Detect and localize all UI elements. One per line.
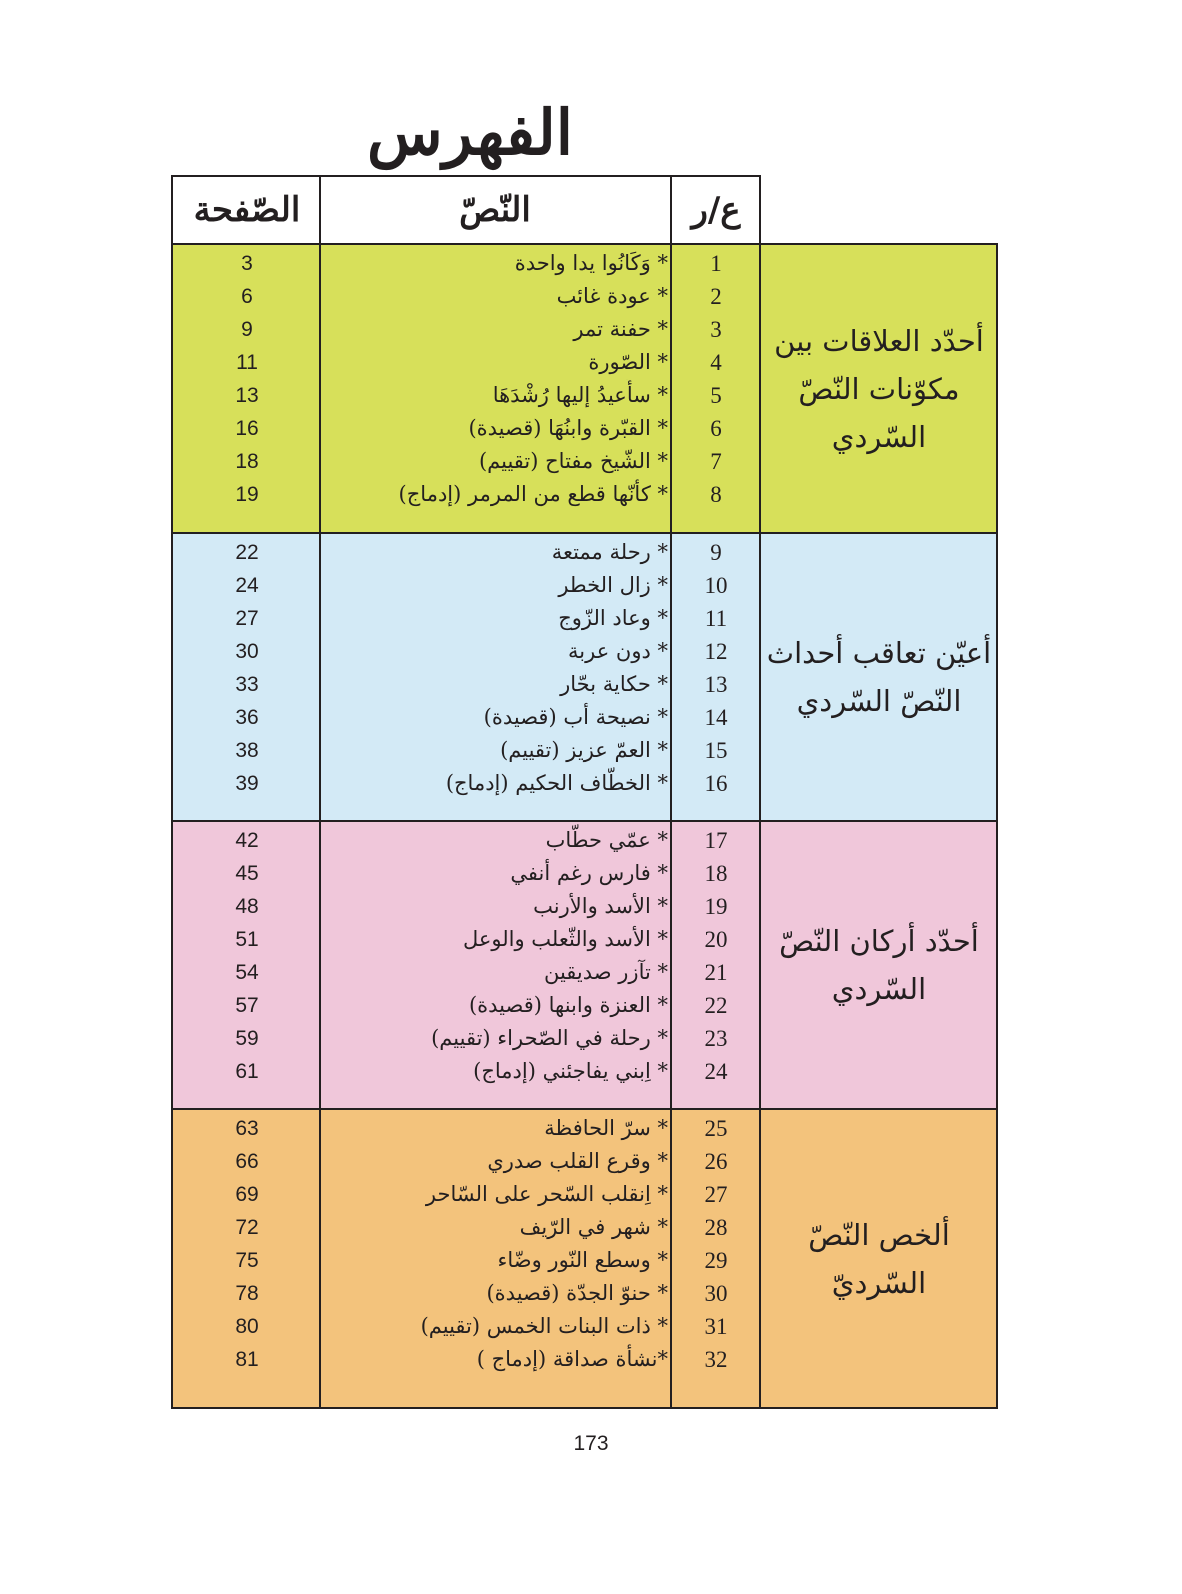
lesson-title-cell: * الصّورة [588, 350, 668, 374]
row-number-cell: 22 [704, 993, 728, 1018]
page-number-cell: 11 [236, 351, 258, 374]
page-number-cell: 78 [235, 1282, 259, 1305]
page-number-cell: 54 [235, 961, 259, 984]
lesson-title-cell: * نصيحة أب (قصيدة) [483, 705, 668, 729]
section-label: أحدّد العلاقات بين مكوّنات النّصّ السّردي [774, 323, 984, 454]
page-number-cell: 16 [235, 417, 259, 440]
table-left-border [171, 175, 173, 1409]
lesson-title-cell: * كأنّها قطع من المرمر (إدماج) [398, 482, 668, 506]
page-number-cell: 39 [235, 772, 259, 795]
section-label: أحدّد أركان النّصّ السّردي [779, 924, 979, 1006]
section-label: أعيّن تعاقب أحداث النّصّ السّردي [766, 636, 992, 718]
row-number-cell: 32 [704, 1347, 728, 1372]
row-number-cell: 21 [704, 960, 728, 985]
table-bottom-border [171, 1407, 998, 1409]
row-number-cell: 2 [710, 284, 722, 309]
row-number-cell: 5 [710, 383, 722, 408]
row-number-cell: 17 [704, 828, 728, 853]
row-number-cell: 12 [704, 639, 728, 664]
section-label: ألخص النّصّ السّرديّ [808, 1217, 950, 1300]
header-text: النّصّ [459, 190, 531, 230]
header-page: الصّفحة [193, 190, 301, 230]
row-number-cell: 1 [710, 251, 722, 276]
lesson-title-cell: * عودة غائب [556, 284, 668, 308]
page-number-cell: 30 [235, 640, 259, 663]
lesson-title-cell: * وَكَانُوا يدا واحدة [514, 251, 668, 275]
page-number-cell: 36 [235, 706, 259, 729]
page-number-cell: 18 [235, 450, 259, 473]
row-number-cell: 29 [704, 1248, 728, 1273]
lesson-title-cell: * حنوّ الجدّة (قصيدة) [486, 1281, 668, 1305]
row-number-cell: 4 [710, 350, 722, 375]
page-number-cell: 6 [241, 285, 253, 308]
page-number-cell: 13 [235, 384, 259, 407]
header-num: ع/ر [691, 190, 741, 230]
lesson-title-cell: * دون عربة [568, 639, 668, 663]
page-number-cell: 63 [235, 1117, 259, 1140]
lesson-title-cell: * ذات البنات الخمس (تقييم) [420, 1314, 668, 1338]
page-number-cell: 45 [235, 862, 259, 885]
section-divider [171, 820, 998, 822]
row-number-cell: 30 [704, 1281, 728, 1306]
page-number-cell: 51 [235, 928, 259, 951]
page-number-cell: 22 [235, 541, 259, 564]
section-divider [171, 532, 998, 534]
lesson-title-cell: * رحلة ممتعة [551, 540, 668, 564]
lesson-title-cell: * القبّرة وابنُهَا (قصيدة) [468, 416, 668, 440]
lesson-title-cell: * سرّ الحافظة [544, 1116, 668, 1140]
page-number-cell: 57 [235, 994, 259, 1017]
page-number-cell: 59 [235, 1027, 259, 1050]
page-number-cell: 9 [241, 318, 253, 341]
page-number-cell: 72 [235, 1216, 259, 1239]
lesson-title-cell: * زال الخطر [558, 573, 668, 597]
lesson-title-cell: * حفنة تمر [573, 317, 668, 341]
row-number-cell: 11 [704, 606, 728, 631]
lesson-title-cell: *نشأة صداقة (إدماج ) [476, 1347, 668, 1371]
row-number-cell: 7 [710, 449, 722, 474]
column-divider [319, 175, 321, 1409]
page-title: الفهرس [367, 96, 573, 169]
lesson-title-cell: * وعاد الزّوج [558, 606, 668, 630]
header-bottom-border [171, 243, 998, 245]
page-number-cell: 48 [235, 895, 259, 918]
lesson-title-cell: * اِبني يفاجئني (إدماج) [473, 1059, 668, 1083]
row-number-cell: 24 [704, 1059, 728, 1084]
row-number-cell: 20 [704, 927, 728, 952]
row-number-cell: 28 [704, 1215, 728, 1240]
page-number-cell: 66 [235, 1150, 259, 1173]
table-right-border [996, 243, 998, 1409]
lesson-title-cell: * سأُعيدُ إليها رُشْدَهَا [492, 383, 668, 407]
lesson-title-cell: * عمّي حطّاب [545, 828, 668, 852]
column-divider [670, 175, 672, 1409]
lesson-title-cell: * وقرع القلب صدري [487, 1149, 668, 1173]
lesson-title-cell: * فارس رغم أنفي [510, 861, 668, 885]
lesson-title-cell: * الشّيخ مفتاح (تقييم) [478, 449, 668, 473]
page-number-cell: 80 [235, 1315, 259, 1338]
lesson-title-cell: * العمّ عزيز (تقييم) [500, 738, 668, 762]
page-number-cell: 3 [241, 252, 253, 275]
page-number-cell: 27 [235, 607, 259, 630]
row-number-cell: 31 [704, 1314, 728, 1339]
lesson-title-cell: * شهر في الرّيف [519, 1215, 668, 1239]
lesson-title-cell: * حكاية بحّار [560, 672, 668, 696]
row-number-cell: 3 [710, 317, 722, 342]
row-number-cell: 6 [710, 416, 722, 441]
page-number-cell: 24 [235, 574, 259, 597]
row-number-cell: 14 [704, 705, 728, 730]
page-number-cell: 61 [235, 1060, 259, 1083]
row-number-cell: 9 [710, 540, 722, 565]
page-number-cell: 33 [235, 673, 259, 696]
row-number-cell: 15 [704, 738, 728, 763]
row-number-cell: 26 [704, 1149, 728, 1174]
row-number-cell: 19 [704, 894, 728, 919]
row-number-cell: 13 [704, 672, 728, 697]
page-number-cell: 38 [235, 739, 259, 762]
lesson-title-cell: * العنزة وابنها (قصيدة) [468, 993, 668, 1017]
lesson-title-cell: * تآزر صديقين [543, 960, 668, 984]
page-number-cell: 75 [235, 1249, 259, 1272]
page-number-cell: 19 [235, 483, 259, 506]
row-number-cell: 23 [704, 1026, 728, 1051]
row-number-cell: 18 [704, 861, 728, 886]
section-divider [171, 1108, 998, 1110]
column-divider [759, 175, 761, 1409]
lesson-title-cell: * الخطّاف الحكيم (إدماج) [445, 771, 668, 795]
lesson-title-cell: * رحلة في الصّحراء (تقييم) [431, 1026, 668, 1050]
page-number: 173 [573, 1432, 609, 1455]
lesson-title-cell: * اِنقلب السّحر على السّاحر [425, 1182, 668, 1206]
row-number-cell: 16 [704, 771, 728, 796]
lesson-title-cell: * الأسد والأرنب [533, 894, 668, 918]
lesson-title-cell: * الأسد والثّعلب والوعل [462, 927, 668, 951]
page-number-cell: 81 [235, 1348, 259, 1371]
row-number-cell: 10 [704, 573, 728, 598]
page-number-cell: 42 [235, 829, 259, 852]
row-number-cell: 8 [710, 482, 722, 507]
row-number-cell: 27 [704, 1182, 728, 1207]
page-number-cell: 69 [235, 1183, 259, 1206]
lesson-title-cell: * وسطع النّور وضّاء [497, 1248, 668, 1272]
row-number-cell: 25 [704, 1116, 728, 1141]
